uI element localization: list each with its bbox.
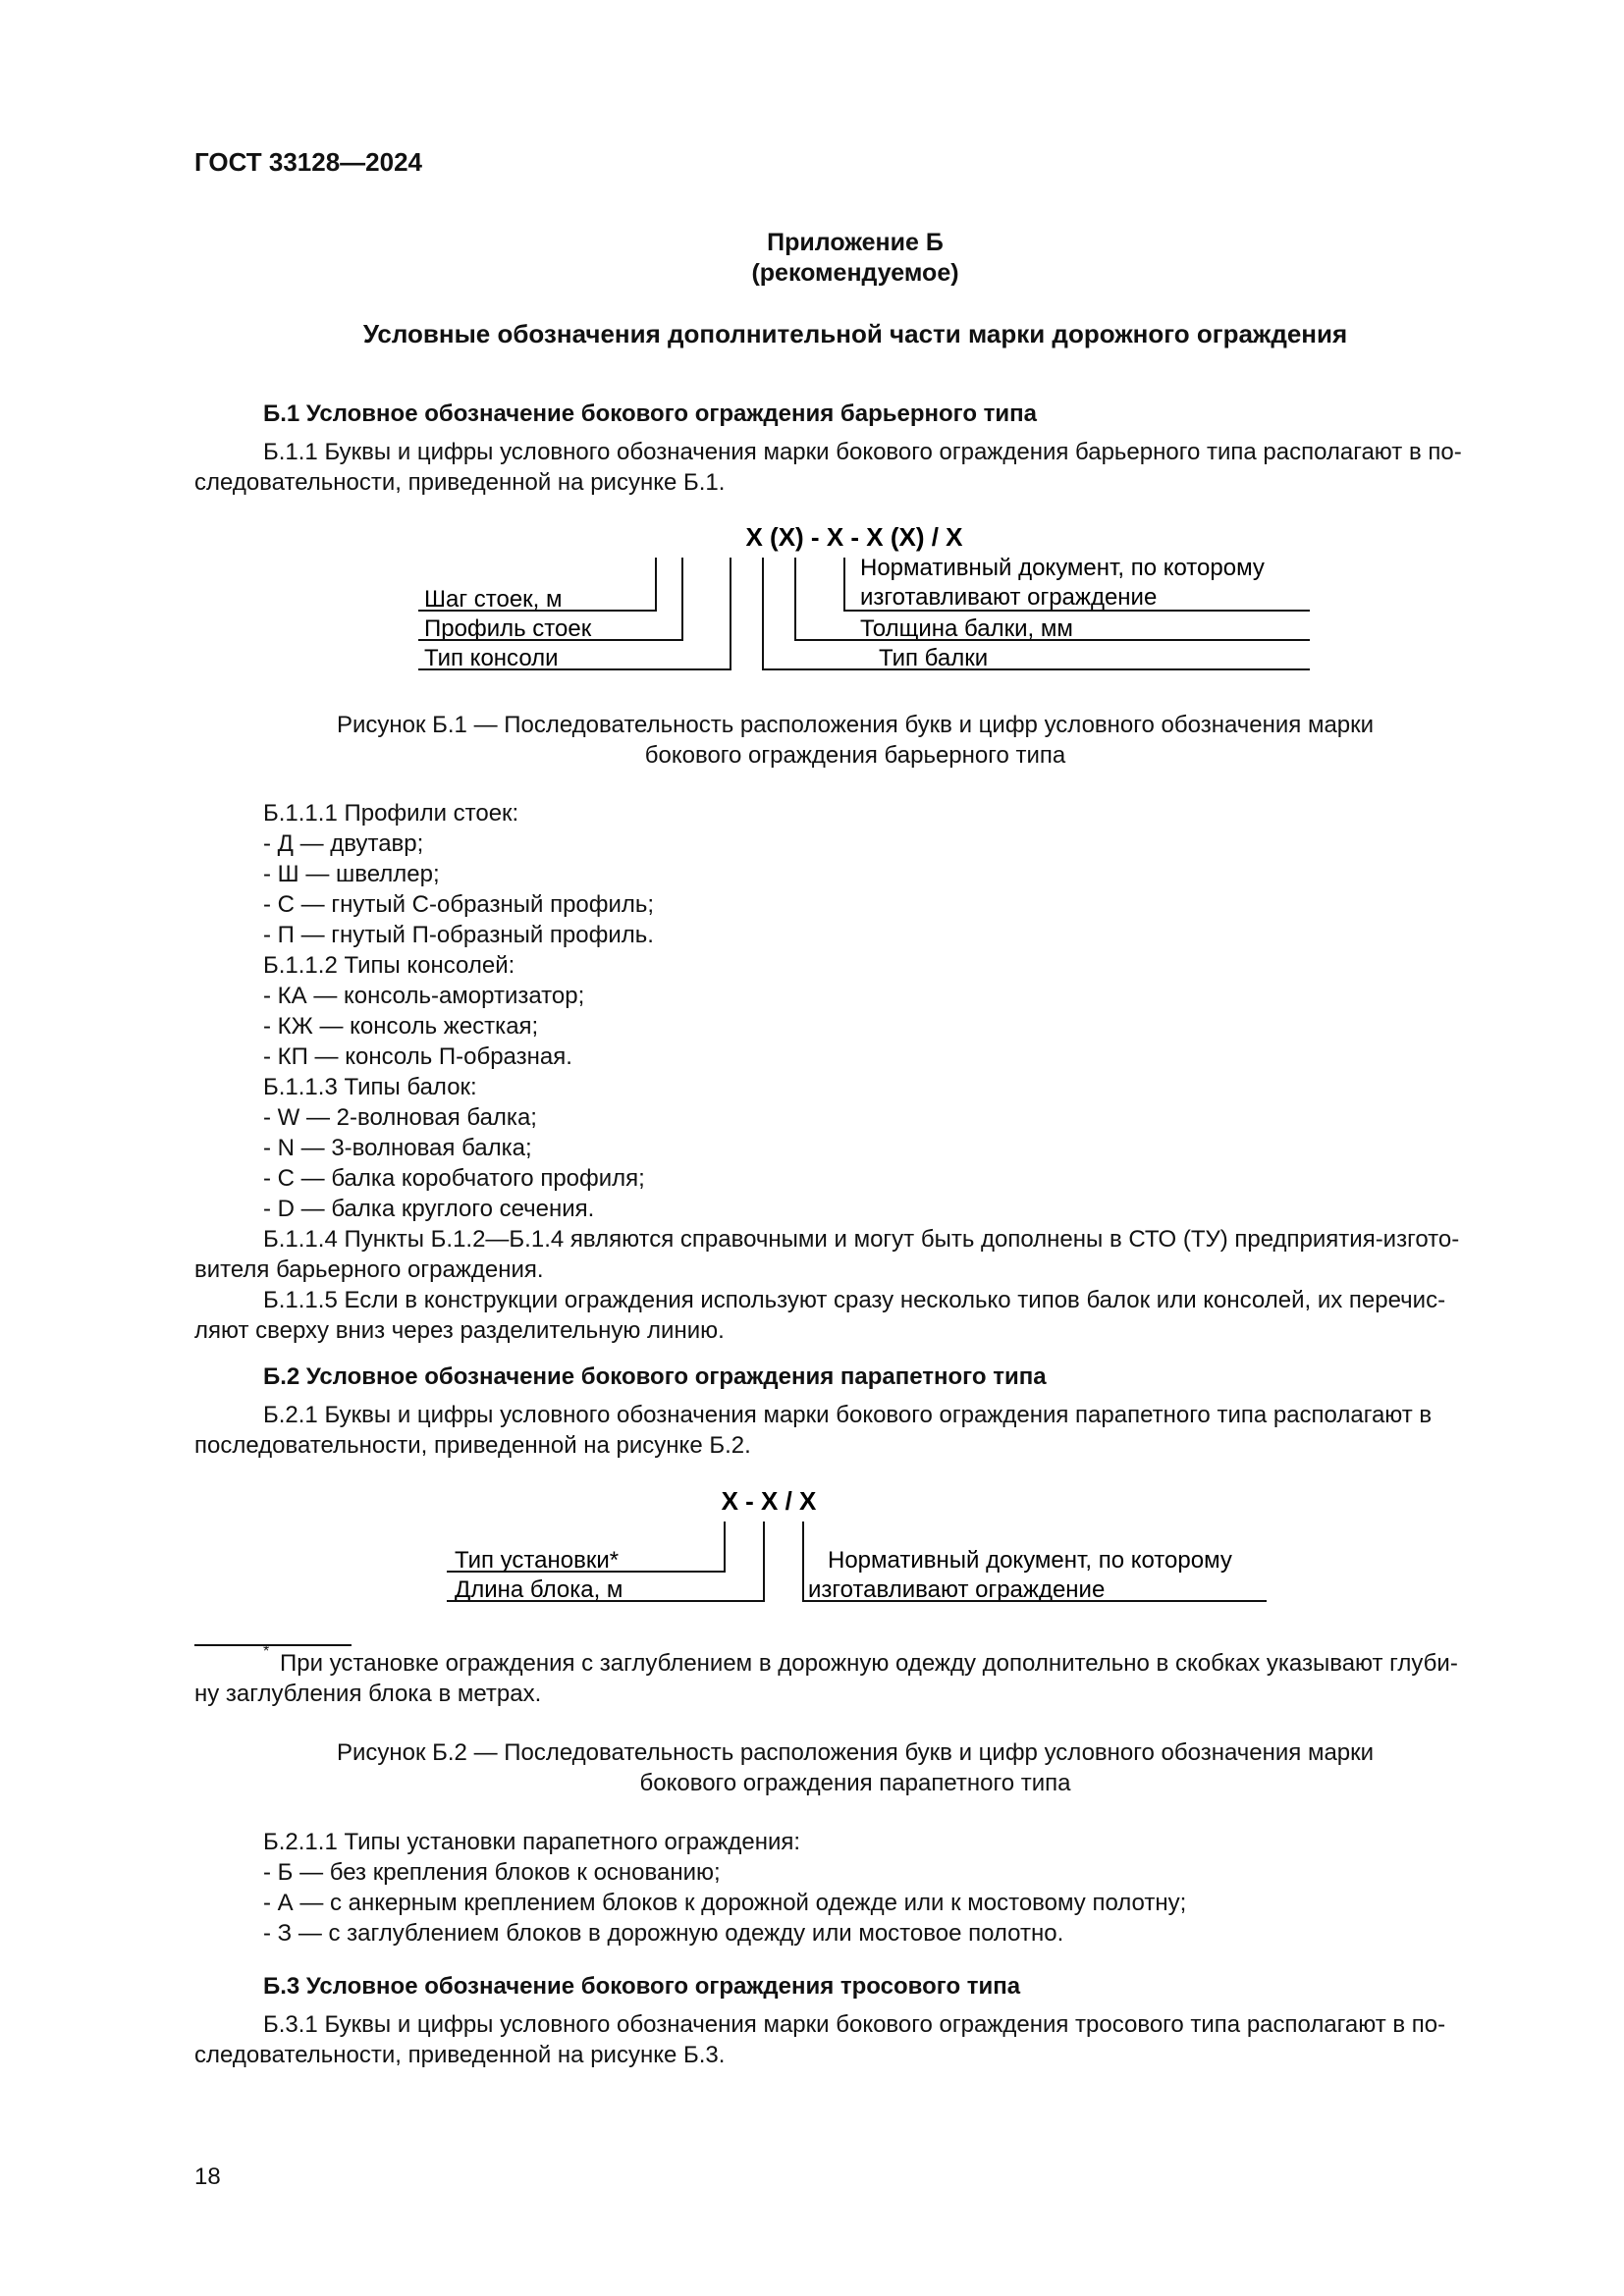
section-b2-heading: Б.2 Условное обозначение бокового ограждения парапетного типа xyxy=(263,1363,1047,1390)
leader-line xyxy=(418,558,656,611)
b114-paragraph-line: Б.1.1.4 Пункты Б.1.2—Б.1.4 являются справочными и могут быть дополнены в СТО (ТУ) предприятия-изгото- xyxy=(263,1226,1460,1253)
b2-paragraph-line: последовательности, приведенной на рисунке Б.2. xyxy=(194,1432,751,1459)
figure-b1-formula: X (X) - X - X (X) / X xyxy=(745,522,963,552)
list-item: - Ш — швеллер; xyxy=(263,861,440,887)
leader-line xyxy=(844,558,1310,611)
list-item: - C — балка коробчатого профиля; xyxy=(263,1165,645,1192)
list-item: Б.1.1.3 Типы балок: xyxy=(263,1074,477,1100)
document-code: ГОСТ 33128—2024 xyxy=(194,147,422,177)
b3-paragraph-line: Б.3.1 Буквы и цифры условного обозначения марки бокового ограждения тросового типа располагают в по- xyxy=(263,2011,1446,2038)
figure-b2-formula: X - X / X xyxy=(721,1486,817,1516)
leader-line xyxy=(763,558,1310,669)
b114-paragraph-line: вителя барьерного ограждения. xyxy=(194,1256,544,1283)
figure-b2-caption: Рисунок Б.2 — Последовательность расположения букв и цифр условного обозначения марки xyxy=(336,1739,1375,1766)
footnote-line: При установке ограждения с заглублением в дорожную одежду дополнительно в скобках указывают глуби- xyxy=(280,1650,1458,1677)
label-step: Шаг стоек, м xyxy=(424,586,563,613)
figure-b1-caption: Рисунок Б.1 — Последовательность расположения букв и цифр условного обозначения марки xyxy=(336,712,1375,738)
footnote-line: ну заглубления блока в метрах. xyxy=(194,1681,542,1707)
list-item: - W — 2-волновая балка; xyxy=(263,1104,537,1131)
b115-paragraph-line: ляют сверху вниз через разделительную линию. xyxy=(194,1317,725,1344)
leader-line xyxy=(447,1522,725,1572)
list-item: - КА — консоль-амортизатор; xyxy=(263,983,585,1009)
list-item: - КП — консоль П-образная. xyxy=(263,1043,572,1070)
list-item: - З — с заглублением блоков в дорожную одежду или мостовое полотно. xyxy=(263,1920,1064,1947)
list-item: - П — гнутый П-образный профиль. xyxy=(263,922,654,948)
label-b2-norm-doc-2: изготавливают ограждение xyxy=(808,1576,1106,1603)
figure-b2-caption: бокового ограждения парапетного типа xyxy=(639,1770,1071,1796)
b1-paragraph-line: Б.1.1 Буквы и цифры условного обозначения марки бокового ограждения барьерного типа располагают в по- xyxy=(263,439,1462,465)
label-b2-norm-doc-1: Нормативный документ, по которому xyxy=(828,1547,1232,1574)
b1-paragraph-line: следовательности, приведенной на рисунке Б.1. xyxy=(194,469,726,496)
appendix-title: Приложение Б xyxy=(767,229,944,256)
list-item: - Д — двутавр; xyxy=(263,830,424,857)
list-item: - КЖ — консоль жесткая; xyxy=(263,1013,539,1040)
list-item: - А — с анкерным креплением блоков к дорожной одежде или к мостовому полотну; xyxy=(263,1890,1187,1916)
leader-line xyxy=(795,558,1310,640)
list-item: - Б — без крепления блоков к основанию; xyxy=(263,1859,721,1886)
leader-line xyxy=(418,558,682,640)
label-beam-type: Тип балки xyxy=(879,645,989,671)
section-b1-heading: Б.1 Условное обозначение бокового ограждения барьерного типа xyxy=(263,400,1038,427)
figure-b1-caption: бокового ограждения барьерного типа xyxy=(644,742,1066,769)
leader-line xyxy=(447,1522,764,1601)
list-item: - N — 3-волновая балка; xyxy=(263,1135,532,1161)
list-item: - С — гнутый С-образный профиль; xyxy=(263,891,655,918)
list-item: Б.1.1.1 Профили стоек: xyxy=(263,800,519,827)
label-profile: Профиль стоек xyxy=(424,615,592,642)
label-norm-doc-1: Нормативный документ, по которому xyxy=(860,555,1265,581)
list-item: Б.1.1.2 Типы консолей: xyxy=(263,952,515,979)
label-thickness: Толщина балки, мм xyxy=(860,615,1073,642)
label-console: Тип консоли xyxy=(424,645,559,671)
section-b3-heading: Б.3 Условное обозначение бокового ограждения тросового типа xyxy=(263,1973,1021,2000)
appendix-heading: Условные обозначения дополнительной части марки дорожного ограждения xyxy=(362,319,1348,348)
b3-paragraph-line: следовательности, приведенной на рисунке Б.3. xyxy=(194,2042,726,2068)
leader-line xyxy=(803,1522,1267,1601)
footnote-mark: * xyxy=(263,1643,270,1660)
appendix-status: (рекомендуемое) xyxy=(751,259,959,287)
label-block-length: Длина блока, м xyxy=(455,1576,623,1603)
label-install-type: Тип установки* xyxy=(455,1547,620,1574)
list-item: Б.2.1.1 Типы установки парапетного ограждения: xyxy=(263,1829,801,1855)
label-norm-doc-2: изготавливают ограждение xyxy=(860,584,1158,611)
b2-paragraph-line: Б.2.1 Буквы и цифры условного обозначения марки бокового ограждения парапетного типа располагают в xyxy=(263,1402,1433,1428)
list-item: - D — балка круглого сечения. xyxy=(263,1196,595,1222)
b115-paragraph-line: Б.1.1.5 Если в конструкции ограждения используют сразу несколько типов балок или консолей, их перечис- xyxy=(263,1287,1446,1313)
page-number: 18 xyxy=(194,2163,221,2190)
leader-line xyxy=(418,558,731,669)
